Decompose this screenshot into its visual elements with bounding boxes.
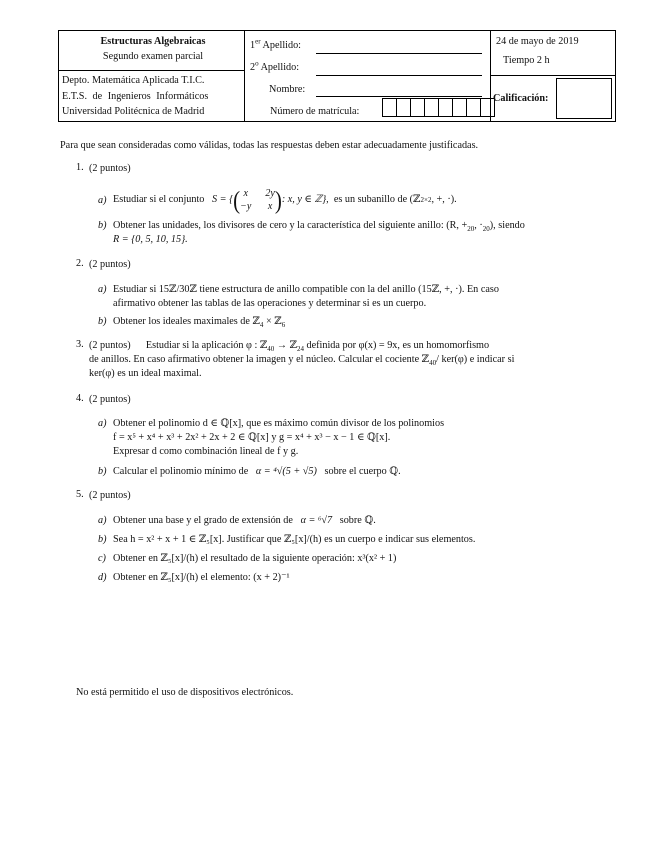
q1-points: (2 puntos) bbox=[89, 163, 131, 174]
q4-number: 4. bbox=[76, 393, 84, 404]
exam-subtitle: Segundo examen parcial bbox=[102, 51, 204, 62]
q4b-label: b) bbox=[98, 466, 107, 477]
instructions: Para que sean consideradas como válidas, todas las respuestas deben estar adecuadamente justificadas. bbox=[60, 140, 479, 151]
university: Universidad Politécnica de Madrid bbox=[62, 106, 205, 117]
q4-points: (2 puntos) bbox=[89, 394, 131, 405]
q5b-text: Sea h = x² + x + 1 ∈ ℤ₅[x]. Justificar que ℤ₅[x]/(h) es un cuerpo e indicar sus elementos. bbox=[113, 534, 476, 545]
q3-text: (2 puntos) Estudiar si la aplicación φ : ℤ$_{40}$ → ℤ$_{24}$ definida por φ(x) = 9x, es un homomorfismo de anillos. En caso afirmativo obtener la imagen y el núcleo. Calcular el cociente ℤ$_{40}$/ ker(φ) e indicar si ker(φ) es un ideal maximal. bbox=[89, 340, 515, 380]
q3-number: 3. bbox=[76, 339, 84, 350]
q1-number: 1. bbox=[76, 162, 84, 173]
header-divider bbox=[59, 70, 244, 71]
q1b-text: Obtener las unidades, los divisores de cero y la característica del siguiente anillo: (R, $+_{20}$, $\cdot_{20}$), siendo R = {0, 5, 10, 15}. bbox=[113, 220, 525, 246]
q2b-text: Obtener los ideales maximales de ℤ$_4$ × ℤ$_6$ bbox=[113, 316, 286, 330]
q2b-label: b) bbox=[98, 316, 107, 327]
matricula-label: Número de matrícula: bbox=[270, 106, 360, 117]
course-title: Estructuras Algebraicas bbox=[100, 36, 206, 47]
q5a-label: a) bbox=[98, 515, 107, 526]
apellido2-field[interactable] bbox=[316, 75, 482, 76]
header-divider bbox=[244, 31, 245, 121]
q2a-label: a) bbox=[98, 284, 107, 295]
department: Depto. Matemática Aplicada T.I.C. bbox=[62, 75, 205, 86]
q2-points: (2 puntos) bbox=[89, 259, 131, 270]
school: E.T.S. de Ingenieros Informáticos bbox=[62, 91, 209, 102]
calificacion-box[interactable] bbox=[556, 78, 612, 119]
apellido2-label: 2$^o$ Apellido: bbox=[250, 59, 300, 73]
calificacion-label: Calificación: bbox=[493, 93, 549, 104]
q5-number: 5. bbox=[76, 489, 84, 500]
nombre-label: Nombre: bbox=[269, 84, 306, 95]
exam-date: 24 de mayo de 2019 bbox=[496, 36, 579, 47]
q5a-text: Obtener una base y el grado de extensión de α = ⁶√7 sobre ℚ. bbox=[113, 515, 376, 526]
q2a-text: Estudiar si 15ℤ/30ℤ tiene estructura de anillo compatible con la del anillo (15ℤ, +, ·). En caso afirmativo obtener las tablas de las operaciones y determinar si es un cuerpo. bbox=[113, 284, 499, 310]
q1a-text: Estudiar si el conjunto S = { ( x 2y −y x ) : x, y ∈ ℤ}, es un subanillo de (ℤ 2×2 , +, ·). bbox=[113, 185, 457, 214]
q4b-text: Calcular el polinomio mínimo de α = ⁴√(5 + √5) sobre el cuerpo ℚ. bbox=[113, 466, 401, 477]
q5c-label: c) bbox=[98, 553, 106, 564]
apellido1-field[interactable] bbox=[316, 53, 482, 54]
q1b-label: b) bbox=[98, 220, 107, 231]
q2-number: 2. bbox=[76, 258, 84, 269]
q5b-label: b) bbox=[98, 534, 107, 545]
apellido1-label: 1er Apellido: bbox=[250, 37, 302, 51]
q5c-text: Obtener en ℤ₅[x]/(h) el resultado de la siguiente operación: x³(x² + 1) bbox=[113, 553, 397, 564]
q4a-text: Obtener el polinomio d ∈ ℚ[x], que es máximo común divisor de los polinomios f = x⁵ + x⁴ + x³ + 2x² + 2x + 2 ∈ ℚ[x] y g = x⁴ + x³ − x − 1 ∈ ℚ[x]. Expresar d como combinación lineal de f y g. bbox=[113, 418, 445, 458]
q5d-label: d) bbox=[98, 572, 107, 583]
exam-duration: Tiempo 2 h bbox=[503, 55, 550, 66]
q4a-label: a) bbox=[98, 418, 107, 429]
nombre-field[interactable] bbox=[316, 96, 482, 97]
q1a-matrix: x 2y −y x bbox=[240, 187, 275, 212]
matricula-boxes[interactable] bbox=[383, 98, 495, 116]
footer-note: No está permitido el uso de dispositivos electrónicos. bbox=[76, 687, 294, 698]
q5-points: (2 puntos) bbox=[89, 490, 131, 501]
header-divider bbox=[490, 75, 616, 76]
q5d-text: Obtener en ℤ₅[x]/(h) el elemento: (x + 2)⁻¹ bbox=[113, 572, 290, 583]
q1a-label: a) bbox=[98, 195, 107, 206]
